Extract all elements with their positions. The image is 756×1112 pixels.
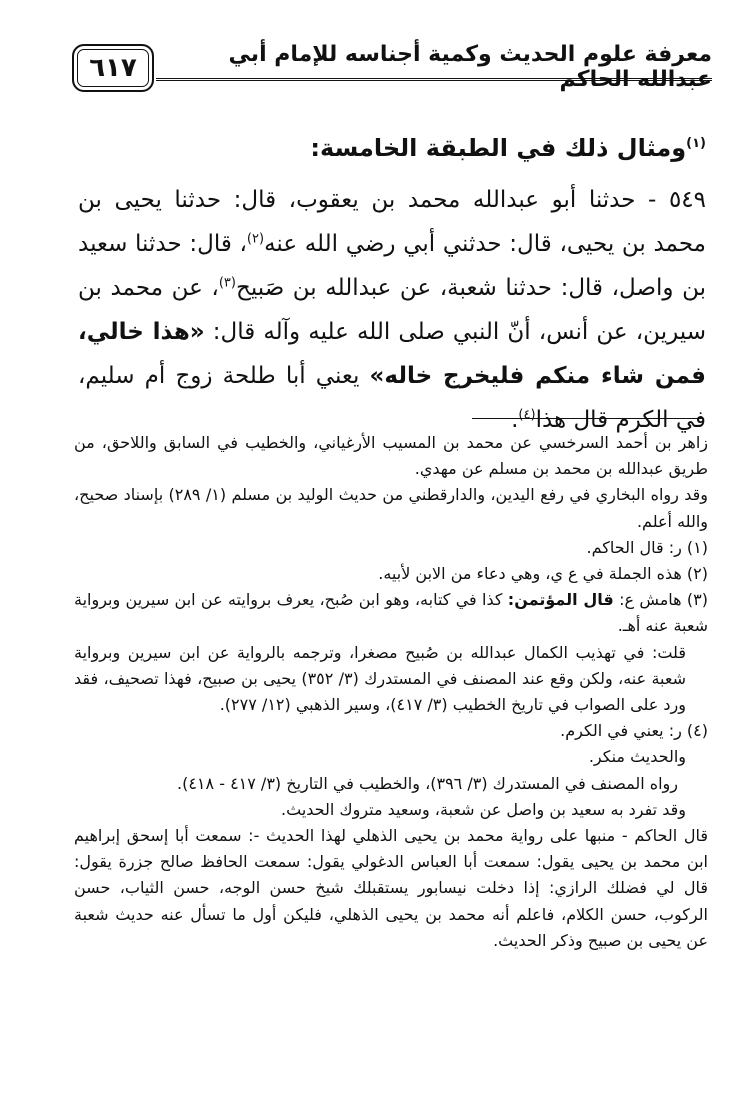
- hadith-text: .: [511, 407, 519, 433]
- section-heading: [78, 126, 706, 170]
- hadith-text: ، عن محمد بن سيرين، عن أنس، أنّ النبي صلى الله عليه وآله قال:: [78, 275, 706, 345]
- hadith-text: ، قال: حدثنا سعيد بن واصل، قال: حدثنا شعبة، عن عبدالله بن صَبيح: [78, 231, 706, 301]
- footnote-marker: (٣): [218, 275, 236, 291]
- hadith-paragraph: [78, 178, 706, 442]
- heading-text: ومثال ذلك في الطبقة الخامسة:: [310, 134, 687, 162]
- footnote-marker: (٢): [246, 231, 265, 247]
- running-title: معرفة علوم الحديث وكمية أجناسه للإمام أبي عبدالله الحاكم: [228, 42, 712, 92]
- hadith-text: ٥٤٩ - حدثنا أبو عبدالله محمد بن يعقوب، قال: حدثنا يحيى بن محمد بن يحيى، قال: حدثني أبي رضي الله عنه: [78, 187, 707, 257]
- footnote-separator: [472, 418, 704, 419]
- footnote-4-line: وقد تفرد به سعيد بن واصل عن شعبة، وسعيد متروك الحديث.: [281, 799, 686, 819]
- footnote-4: (٤) ر: يعني في الكرم.: [560, 721, 708, 741]
- footnote-marker: (٤): [518, 407, 536, 423]
- footnote-label: (٣) هامش ع:: [613, 590, 709, 610]
- footnote-3: [74, 587, 708, 639]
- footnote-marker: (١): [686, 136, 706, 151]
- footnote-text: كذا في كتابه، وهو ابن صُبح، يعرف بروايته عن ابن سيرين وبرواية شعبة عنه أهـ.: [74, 590, 708, 636]
- footnote-1: (١) ر: قال الحاكم.: [586, 537, 708, 557]
- page-header: [72, 40, 712, 96]
- footnote-3-note: قلت: في تهذيب الكمال عبدالله بن صُبيح مصغرا، وترجمه بالرواية عن ابن سيرين وبرواية شعبة عنه، ولكن وقع عند المصنف في المستدرك (٣/ ٣٥٢) يحيى بن صبيح، فهذا تصحيف، فقد ورد على الصواب في تاريخ الخطيب (٣/ ٤١٧)، وسير الذهبي (١٢/ ٢٧٧).: [74, 642, 686, 715]
- footnote-continuation: وقد رواه البخاري في رفع اليدين، والدارقطني من حديث الوليد بن مسلم (١/ ٢٨٩) بإسناد صحيح، والله أعلم.: [74, 485, 708, 531]
- footnotes: [74, 430, 708, 954]
- footnote-2: (٢) هذه الجملة في ع ي، وهي دعاء من الابن لأبيه.: [378, 564, 708, 584]
- header-rule: [156, 78, 712, 81]
- footnote-bold: قال المؤتمن:: [507, 590, 614, 610]
- footnote-4-line: قال الحاكم - منبها على رواية محمد بن يحيى الذهلي لهذا الحديث -: سمعت أبا إسحق إبراهيم ابن محمد بن يحيى يقول: سمعت أبا العباس الدغولي يقول: سمعت الحافظ صالح جزرة يقول: قال لي فضلك الرازي: إذا دخلت نيسابور يستقبلك شيخ حسن الوجه، حسن الثياب، حسن الركوب، حسن الكلام، فاعلم أنه محمد بن يحيى الذهلي، فليكن أول ما تسأل عنه حديث شعبة عن يحيى بن صبيح وذكر الحديث.: [74, 826, 708, 950]
- footnote-continuation: زاهر بن أحمد السرخسي عن محمد بن المسيب الأرغياني، والخطيب في السابق واللاحق، من طريق عبدالله بن محمد بن مسلم عن مهدي.: [74, 433, 708, 479]
- hadith-text: يعني أبا طلحة زوج أم سليم، في الكرم قال هذا: [78, 363, 706, 433]
- page-number: ٦١٧: [72, 44, 154, 92]
- hadith-matn: «هذا خالي، فمن شاء منكم فليخرج خاله»: [78, 319, 706, 389]
- footnote-4-line: والحديث منكر.: [588, 747, 686, 767]
- main-text: [78, 126, 706, 442]
- footnote-4-line: رواه المصنف في المستدرك (٣/ ٣٩٦)، والخطيب في التاريخ (٣/ ٤١٧ - ٤١٨).: [177, 773, 678, 793]
